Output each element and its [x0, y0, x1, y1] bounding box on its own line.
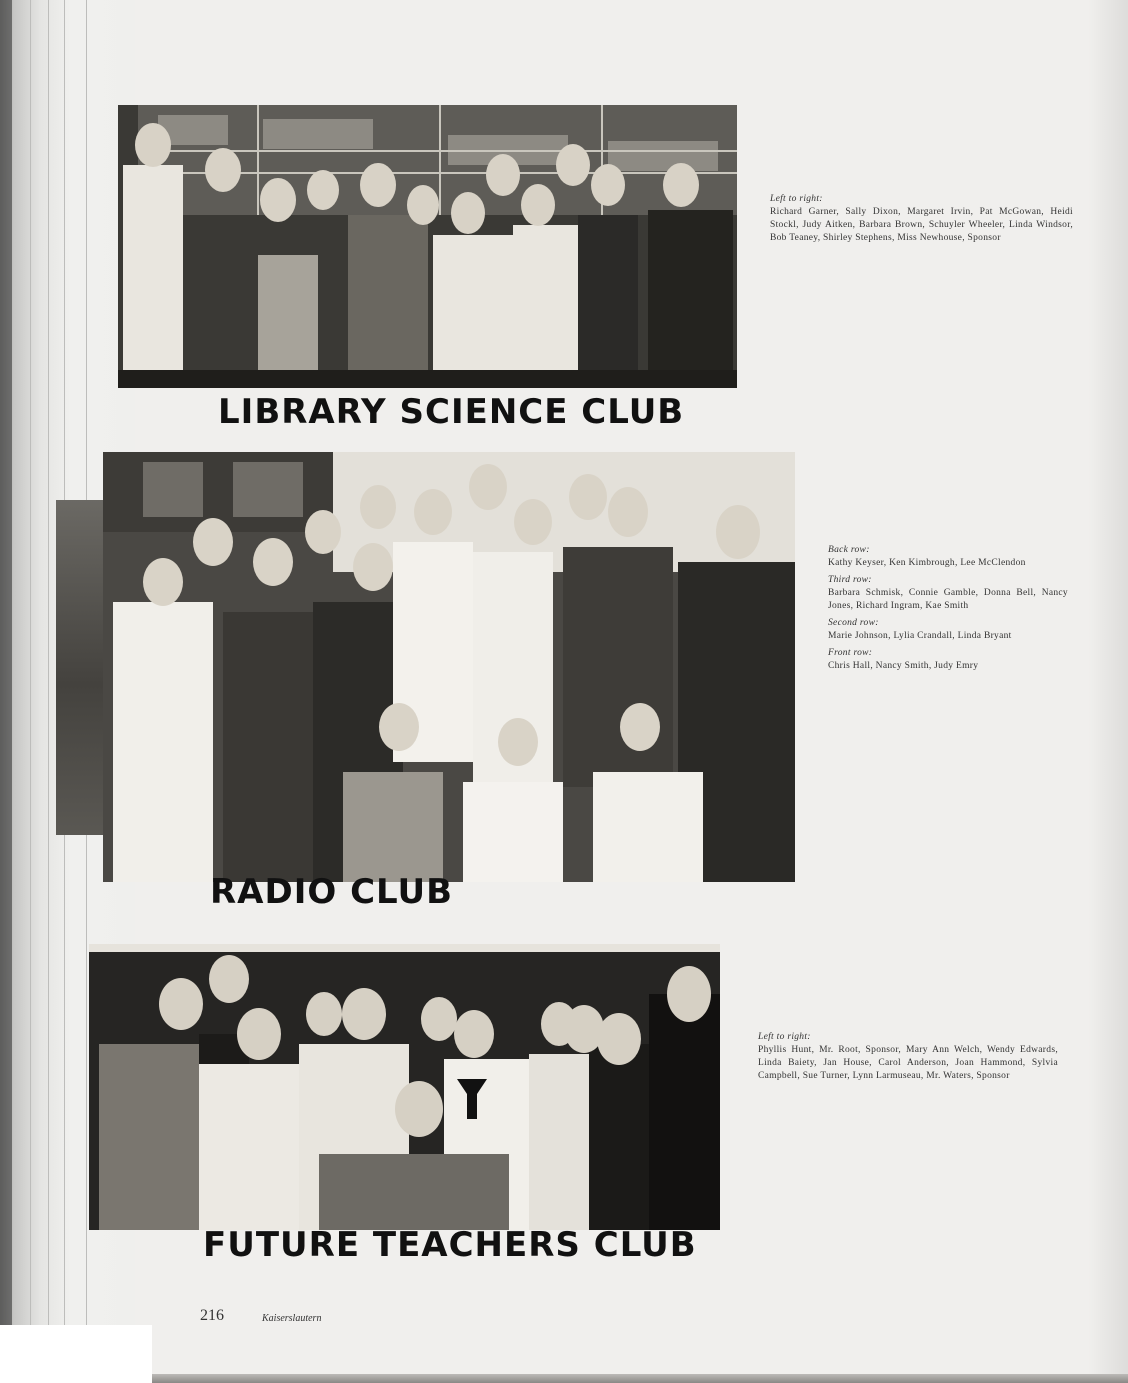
caption-names: Phyllis Hunt, Mr. Root, Sponsor, Mary Ann Welch, Wendy Edwards, Linda Baiety, Jan House, Carol Anderson, Joan Hammond, Sylvia Campbell, Sue Turner, Lynn Larmuseau, Mr. Waters, Sponsor	[758, 1045, 1058, 1081]
underlying-page-photo	[56, 500, 110, 835]
library-club-photo	[118, 105, 737, 388]
radio-club-caption	[828, 544, 1068, 677]
front-row-label: Front row:	[828, 648, 873, 658]
page-edge-line	[48, 0, 49, 1383]
teachers-photo-illustration	[89, 944, 720, 1230]
radio-photo-illustration	[103, 452, 795, 882]
third-row-label: Third row:	[828, 575, 872, 585]
back-row-label: Back row:	[828, 545, 870, 555]
second-row-label: Second row:	[828, 618, 879, 628]
library-photo-illustration	[118, 105, 737, 388]
future-teachers-club-title: FUTURE TEACHERS CLUB	[203, 1225, 697, 1265]
binding-edge	[0, 0, 12, 1383]
front-row-names: Chris Hall, Nancy Smith, Judy Emry	[828, 661, 979, 671]
radio-club-photo	[103, 452, 795, 882]
radio-club-title: RADIO CLUB	[210, 872, 454, 912]
library-club-title: LIBRARY SCIENCE CLUB	[218, 392, 685, 432]
future-teachers-club-caption	[758, 1031, 1058, 1087]
publication-name: Kaiserslautern	[262, 1313, 322, 1324]
future-teachers-club-photo	[89, 944, 720, 1230]
caption-names: Richard Garner, Sally Dixon, Margaret Irvin, Pat McGowan, Heidi Stockl, Judy Aitken, Barbara Brown, Schuyler Wheeler, Linda Windsor, Bob Teaney, Shirley Stephens, Miss Newhouse, Sponsor	[770, 207, 1073, 243]
scan-blank-area	[0, 1325, 152, 1383]
page-bottom-edge	[152, 1374, 1128, 1383]
second-row-names: Marie Johnson, Lylia Crandall, Linda Bryant	[828, 631, 1012, 641]
library-club-caption	[770, 193, 1073, 249]
back-row-names: Kathy Keyser, Ken Kimbrough, Lee McClendon	[828, 558, 1026, 568]
third-row-names: Barbara Schmisk, Connie Gamble, Donna Bell, Nancy Jones, Richard Ingram, Kae Smith	[828, 588, 1068, 611]
page-shadow	[1088, 0, 1128, 1383]
page-edge-line	[30, 0, 31, 1383]
caption-label: Left to right:	[758, 1032, 811, 1042]
caption-label: Left to right:	[770, 194, 823, 204]
page-number: 216	[200, 1307, 224, 1324]
